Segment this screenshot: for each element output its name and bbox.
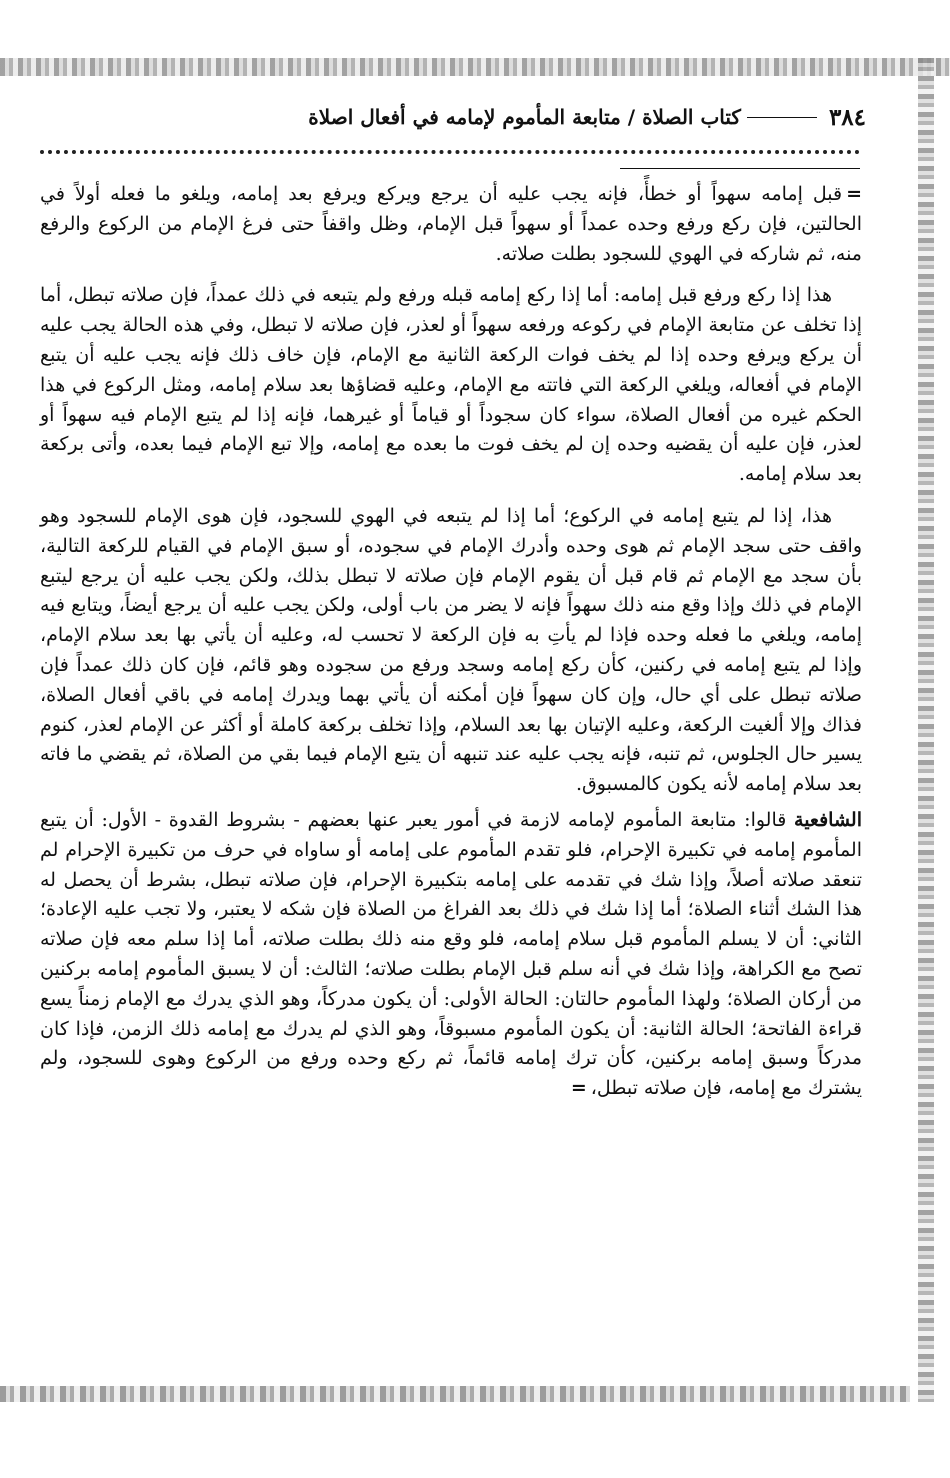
paragraph-1-text: قبل إمامه سهواً أو خطأً، فإنه يجب عليه أن يرجع ويركع ويرفع بعد إمامه، ويلغو ما فعله أولاً في الحالتين، فإن ركع ورفع وحده عمداً أو سهواً قبل الإمام، وظل واقفاً حتى فرغ الإمام من الركوع والرفع منه، ثم شاركه في الهوي للسجود بطلت صلاته. <box>40 183 862 265</box>
bottom-ornamental-border <box>0 1386 910 1402</box>
body-text <box>40 180 862 1104</box>
right-ornamental-border <box>918 58 934 1402</box>
paragraph-3: هذا، إذا لم يتبع إمامه في الركوع؛ أما إذا لم يتبعه في الهوي للسجود، فإن هوى الإمام للسجود وهو واقف حتى سجد الإمام ثم هوى وحده وأدرك الإمام في سجوده، أو سبق الإمام في القيام للركعة التالية، بأن سجد مع الإمام ثم قام قبل أن يقوم الإمام فإن صلاته لا تبطل بذلك، ولكن يجب عليه أن يرجع ليتبع الإمام في ذلك وإذا وقع منه ذلك سهواً فإنه لا يضر من باب أولى، ولكن يجب عليه أن يرجع أيضاً، ويتابع فيه إمامه، ويلغي ما فعله وحده فإذا لم يأتِ به فإن الركعة لا تحسب له، وعليه أن يأتي بها بعد سلام الإمام، وإذا لم يتبع إمامه في ركنين، كأن ركع إمامه وسجد ورفع من سجوده وهو قائم، فإن كان ذلك عمداً فإن صلاته تبطل على أي حال، وإن كان سهواً فإن أمكنه أن يأتي بهما ويدرك إمامه في باقي أفعال الصلاة، فذاك وإلا ألغيت الركعة، وعليه الإتيان بها بعد السلام، وإذا تخلف بركعة كاملة أو أكثر عن الإمام لعذر، كنوم يسير حال الجلوس، ثم تنبه، فإنه يجب عليه عند تنبهه أن يتبع الإمام فيما بقي من الصلاة، ثم يقضي ما فاته بعد سلام إمامه لأنه يكون كالمسبوق. <box>40 504 862 796</box>
header-rule <box>747 117 817 118</box>
dotted-separator <box>40 140 860 154</box>
paragraph-4-lead: الشافعية <box>794 808 862 831</box>
section-rule <box>620 168 860 169</box>
paragraph-1 <box>40 180 862 269</box>
page-number: ٣٨٤ <box>828 103 866 131</box>
paragraph-4-text: قالوا: متابعة المأموم لإمامه لازمة في أمور يعبر عنها بعضهم - بشروط القدوة - الأول: أن يتبع المأموم إمامه في تكبيرة الإحرام، فلو تقدم المأموم على إمامه أو ساواه في حرف من تكبيرة الإحرام لم تنعقد صلاته أصلاً، وإذا شك في تقدمه على إمامه بتكبيرة الإحرام، فإن صلاته تبطل، بشرط أن يحصل له هذا الشك أثناء الصلاة؛ أما إذا شك في ذلك بعد الفراغ من الصلاة فإن شكه لا يعتبر، ولا تجب عليه الإعادة؛ الثاني: أن لا يسلم المأموم قبل سلام إمامه، فلو وقع منه ذلك بطلت صلاته، أما إذا سلم معه فإن صلاته تصح مع الكراهة، وإذا شك في أنه سلم قبل الإمام بطلت صلاته؛ الثالث: أن لا يسبق المأموم إمامه بركنين من أركان الصلاة؛ ولهذا المأموم حالتان: الحالة الأولى: أن يكون مدركاً، وهو الذي يدرك مع الإمام زمناً يسع قراءة الفاتحة؛ الحالة الثانية: أن يكون المأموم مسبوقاً، وهو الذي لم يدرك مع إمامه ذلك الزمن، فإذا كان مدركاً وسبق إمامه بركنين، كأن ترك إمامه قائماً، ثم ركع وحده ورفع من الركوع وهوى للسجود، ولم يشترك مع إمامه، فإن صلاته تبطل، <box>40 808 862 1100</box>
paragraph-2: هذا إذا ركع ورفع قبل إمامه: أما إذا ركع إمامه قبله ورفع ولم يتبعه في ذلك عمداً، فإن صلاته تبطل، أما إذا تخلف عن متابعة الإمام في ركوعه ورفعه سهواً أو لعذر، فإن صلاته لا تبطل، وفي هذه الحالة يجب عليه أن يركع ويرفع وحده إذا لم يخف فوات الركعة الثانية مع الإمام، فإن خاف ذلك فإنه يجب عليه أن يتبع الإمام في أفعاله، ويلغي الركعة التي فاتته مع الإمام، وعليه قضاؤها بعد سلام إمامه، ومثل الركوع في هذا الحكم غيره من أفعال الصلاة، سواء كان سجوداً أو قياماً أو غيرهما، فإنه إذا لم يتبع الإمام فيه سهواً أو لعذر، فإن عليه أن يقضيه وحده إن لم يخف فوت ما بعده مع إمامه، وإلا تبع الإمام فيما بعده، وأتى بركعة بعد سلام إمامه. <box>40 284 862 486</box>
page-header <box>30 100 866 134</box>
continuation-mark: = <box>846 183 862 205</box>
top-ornamental-border <box>0 58 950 76</box>
paragraph-4 <box>40 806 862 1104</box>
running-title: كتاب الصلاة / متابعة المأموم لإمامه في أفعال اصلاة <box>308 105 741 129</box>
continuation-end-mark: = <box>570 1077 587 1100</box>
